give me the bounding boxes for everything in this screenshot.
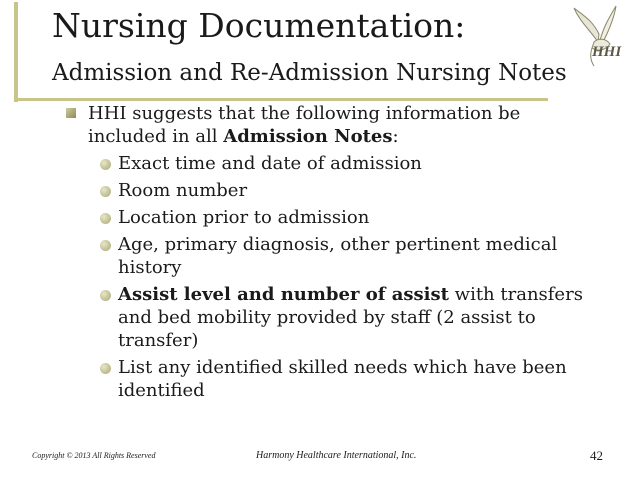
- footer-company: Harmony Healthcare International, Inc.: [256, 450, 417, 461]
- slide-title: Nursing Documentation:: [52, 6, 466, 45]
- slide-content: [66, 102, 586, 402]
- list-item-text: Room number: [118, 180, 248, 201]
- list-item: [66, 283, 586, 352]
- round-bullet-icon: [100, 363, 111, 374]
- logo-text: HHI: [592, 44, 622, 60]
- round-bullet-icon: [100, 186, 111, 197]
- list-item: [66, 356, 586, 402]
- list-item-text: Exact time and date of admission: [118, 153, 422, 174]
- title-underline: [14, 98, 548, 101]
- round-bullet-icon: [100, 159, 111, 170]
- round-bullet-icon: [100, 213, 111, 224]
- title-accent-bar: [14, 2, 18, 102]
- list-item: [66, 152, 586, 175]
- list-item-text: Location prior to admission: [118, 207, 370, 228]
- intro-text: HHI suggests that the following information be included in all: [88, 103, 521, 147]
- list-item: [66, 206, 586, 229]
- square-bullet-icon: [66, 108, 76, 118]
- list-item: [66, 179, 586, 202]
- footer-copyright: Copyright © 2013 All Rights Reserved: [32, 451, 156, 460]
- list-item-text: Age, primary diagnosis, other pertinent medical history: [118, 234, 558, 278]
- slide-subtitle: Admission and Re-Admission Nursing Notes: [52, 60, 567, 86]
- list-item: [66, 233, 586, 279]
- dove-logo-icon: [572, 4, 624, 74]
- list-item-bold: Assist level and number of assist: [118, 284, 449, 305]
- list-item-text: with transfers and bed mobility provided by staff (2 assist to transfer): [118, 284, 583, 351]
- round-bullet-icon: [100, 240, 111, 251]
- round-bullet-icon: [100, 290, 111, 301]
- list-item-text: List any identified skilled needs which have been identified: [118, 357, 567, 401]
- intro-bold-text: Admission Notes: [223, 126, 393, 147]
- page-number: 42: [590, 448, 603, 463]
- intro-suffix: :: [392, 126, 399, 147]
- intro-bullet: [66, 102, 586, 148]
